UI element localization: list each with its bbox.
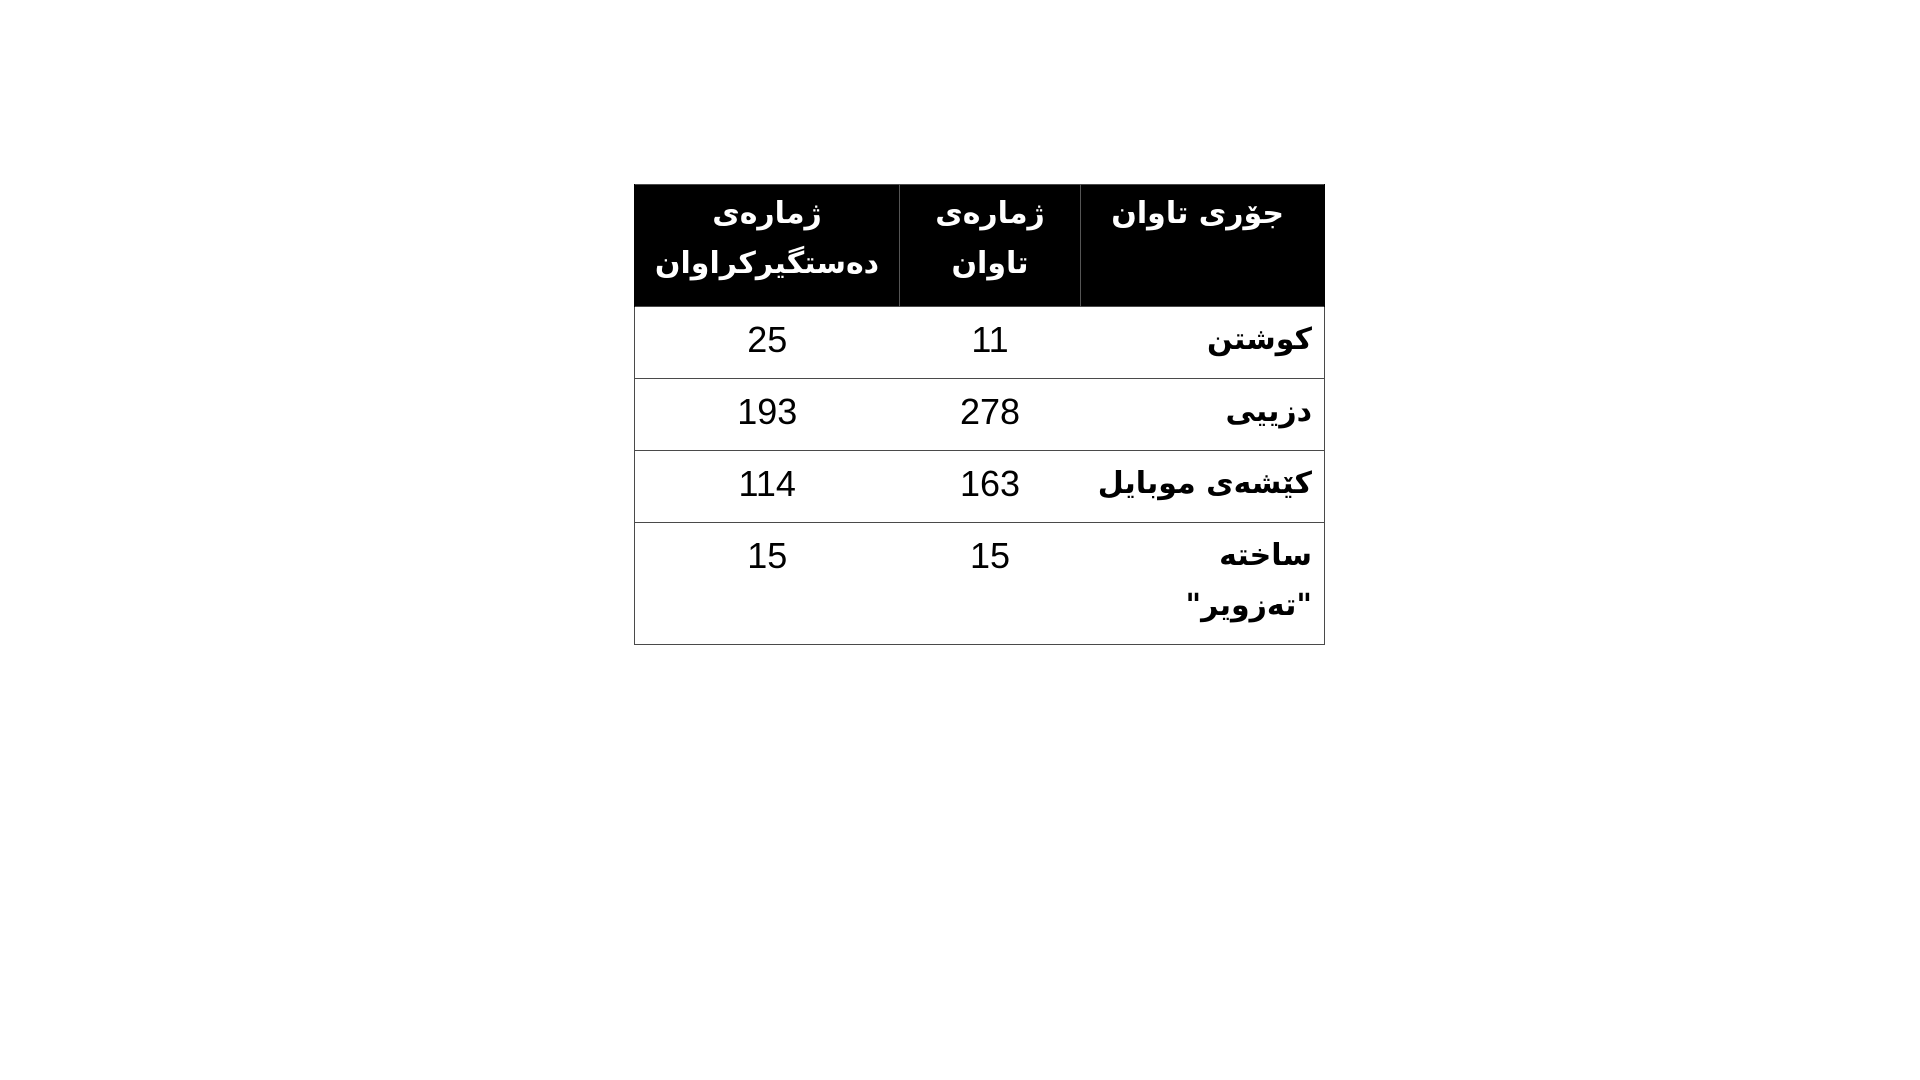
cell-crime-type: دزییی (1225, 394, 1312, 429)
cell-crime-count: 163 (959, 463, 1021, 504)
cell-crime-count: 278 (959, 391, 1021, 432)
table-row (635, 307, 1325, 379)
table-body (635, 307, 1325, 645)
cell-crime-count: 11 (971, 319, 1009, 360)
cell-crime-type: ساختە "تەزویر" (1185, 538, 1312, 623)
crime-statistics-table-container (634, 184, 1324, 645)
cell-arrested-count: 114 (738, 463, 796, 504)
crime-statistics-table (634, 184, 1325, 645)
table-row (635, 379, 1325, 451)
cell-crime-type: کوشتن (1207, 322, 1312, 357)
cell-arrested-count: 15 (747, 535, 788, 576)
table-row (635, 451, 1325, 523)
cell-arrested-count: 193 (737, 391, 798, 432)
header-arrested-count: ژمارەی دەستگیرکراوان (635, 185, 900, 307)
header-crime-count: ژمارەی تاوان (900, 185, 1081, 307)
cell-crime-type: کێشەی موبایل (1097, 466, 1312, 501)
table-row (635, 523, 1325, 645)
header-row (635, 185, 1325, 307)
cell-arrested-count: 25 (747, 319, 788, 360)
cell-crime-count: 15 (969, 535, 1011, 576)
table-header (635, 185, 1325, 307)
header-crime-type: جۆری تاوان (1081, 185, 1325, 307)
